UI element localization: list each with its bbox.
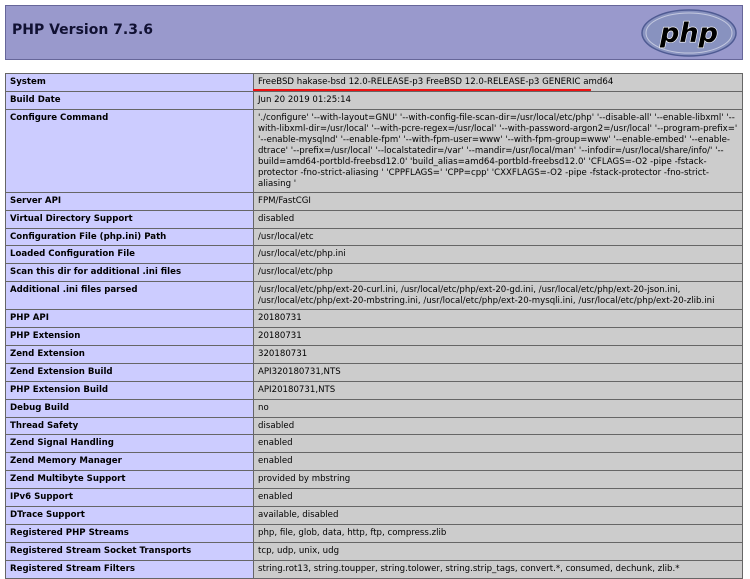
row-value: php, file, glob, data, http, ftp, compress.zlib: [254, 524, 743, 542]
row-key: PHP Extension Build: [6, 381, 254, 399]
row-value: /usr/local/etc/php/ext-20-curl.ini, /usr/local/etc/php/ext-20-gd.ini, /usr/local/etc/php/ext-20-json.ini, /usr/local/etc/php/ext-20-mbstring.ini, /usr/local/etc/php/ext-20-mysqli.ini, /usr/local/etc/php/ext-20-zlib.ini: [254, 282, 743, 310]
table-row: [6, 246, 743, 264]
table-row: [6, 435, 743, 453]
row-key: Configure Command: [6, 109, 254, 192]
phpinfo-table: [5, 73, 743, 579]
table-row: [6, 328, 743, 346]
table-row: [6, 109, 743, 192]
row-key: Zend Memory Manager: [6, 453, 254, 471]
row-value: FPM/FastCGI: [254, 192, 743, 210]
row-key: IPv6 Support: [6, 489, 254, 507]
row-value: './configure' '--with-layout=GNU' '--with-config-file-scan-dir=/usr/local/etc/php' '--disable-all' '--enable-libxml' '--with-libxml-dir=/usr/local' '--with-pcre-regex=/usr/local' '--with-password-argon2=/usr/local' '--program-prefix=' '--enable-mysqlnd' '--enable-fpm' '--with-fpm-user=www' '--with-fpm-group=www' '--enable-embed' '--enable-dtrace' '--prefix=/usr/local' '--localstatedir=/var' '--mandir=/usr/local/man' '--infodir=/usr/local/share/info/' '--build=amd64-portbld-freebsd12.0' 'build_alias=amd64-portbld-freebsd12.0' 'CFLAGS=-O2 -pipe -fstack-protector -fno-strict-aliasing ' 'CPPFLAGS=' 'CPP=cpp' 'CXXFLAGS=-O2 -pipe -fstack-protector -fno-strict-aliasing ': [254, 109, 743, 192]
table-row: [6, 346, 743, 364]
php-logo-text: php: [660, 18, 718, 49]
row-value: FreeBSD hakase-bsd 12.0-RELEASE-p3 FreeBSD 12.0-RELEASE-p3 GENERIC amd64: [254, 74, 743, 92]
page-title: PHP Version 7.3.6: [12, 22, 154, 38]
row-value: no: [254, 399, 743, 417]
php-logo: [641, 9, 737, 57]
row-value: enabled: [254, 435, 743, 453]
row-value: API320180731,NTS: [254, 363, 743, 381]
row-value: provided by mbstring: [254, 471, 743, 489]
row-key: Registered Stream Filters: [6, 560, 254, 578]
row-key: PHP API: [6, 310, 254, 328]
table-row: [6, 560, 743, 578]
table-row: [6, 210, 743, 228]
table-row: [6, 310, 743, 328]
row-value: /usr/local/etc/php.ini: [254, 246, 743, 264]
phpinfo-header: [5, 5, 743, 60]
row-value: Jun 20 2019 01:25:14: [254, 91, 743, 109]
table-row: [6, 264, 743, 282]
row-value: 20180731: [254, 310, 743, 328]
row-key: Registered PHP Streams: [6, 524, 254, 542]
red-underline-annotation: [253, 89, 591, 91]
row-key: Zend Signal Handling: [6, 435, 254, 453]
row-value: /usr/local/etc/php: [254, 264, 743, 282]
row-value: enabled: [254, 453, 743, 471]
row-key: System: [6, 74, 254, 92]
row-key: Build Date: [6, 91, 254, 109]
table-row: [6, 228, 743, 246]
table-row: [6, 381, 743, 399]
row-key: Virtual Directory Support: [6, 210, 254, 228]
table-row: [6, 542, 743, 560]
table-row: [6, 91, 743, 109]
row-key: DTrace Support: [6, 507, 254, 525]
table-row: [6, 417, 743, 435]
row-key: PHP Extension: [6, 328, 254, 346]
row-key: Zend Extension: [6, 346, 254, 364]
row-value: tcp, udp, unix, udg: [254, 542, 743, 560]
row-key: Additional .ini files parsed: [6, 282, 254, 310]
row-value: string.rot13, string.toupper, string.tolower, string.strip_tags, convert.*, consumed, dechunk, zlib.*: [254, 560, 743, 578]
table-row: [6, 471, 743, 489]
table-row: [6, 507, 743, 525]
table-row: [6, 282, 743, 310]
row-value: enabled: [254, 489, 743, 507]
table-row: [6, 489, 743, 507]
table-row: [6, 363, 743, 381]
row-key: Debug Build: [6, 399, 254, 417]
row-key: Thread Safety: [6, 417, 254, 435]
row-value: disabled: [254, 210, 743, 228]
row-key: Configuration File (php.ini) Path: [6, 228, 254, 246]
row-value: available, disabled: [254, 507, 743, 525]
row-value: 20180731: [254, 328, 743, 346]
row-key: Scan this dir for additional .ini files: [6, 264, 254, 282]
table-row: [6, 453, 743, 471]
table-row: [6, 192, 743, 210]
row-value: 320180731: [254, 346, 743, 364]
table-row: [6, 524, 743, 542]
row-key: Zend Extension Build: [6, 363, 254, 381]
row-value: API20180731,NTS: [254, 381, 743, 399]
row-value: disabled: [254, 417, 743, 435]
row-value: /usr/local/etc: [254, 228, 743, 246]
row-key: Registered Stream Socket Transports: [6, 542, 254, 560]
row-key: Zend Multibyte Support: [6, 471, 254, 489]
row-key: Loaded Configuration File: [6, 246, 254, 264]
row-key: Server API: [6, 192, 254, 210]
table-row: [6, 399, 743, 417]
